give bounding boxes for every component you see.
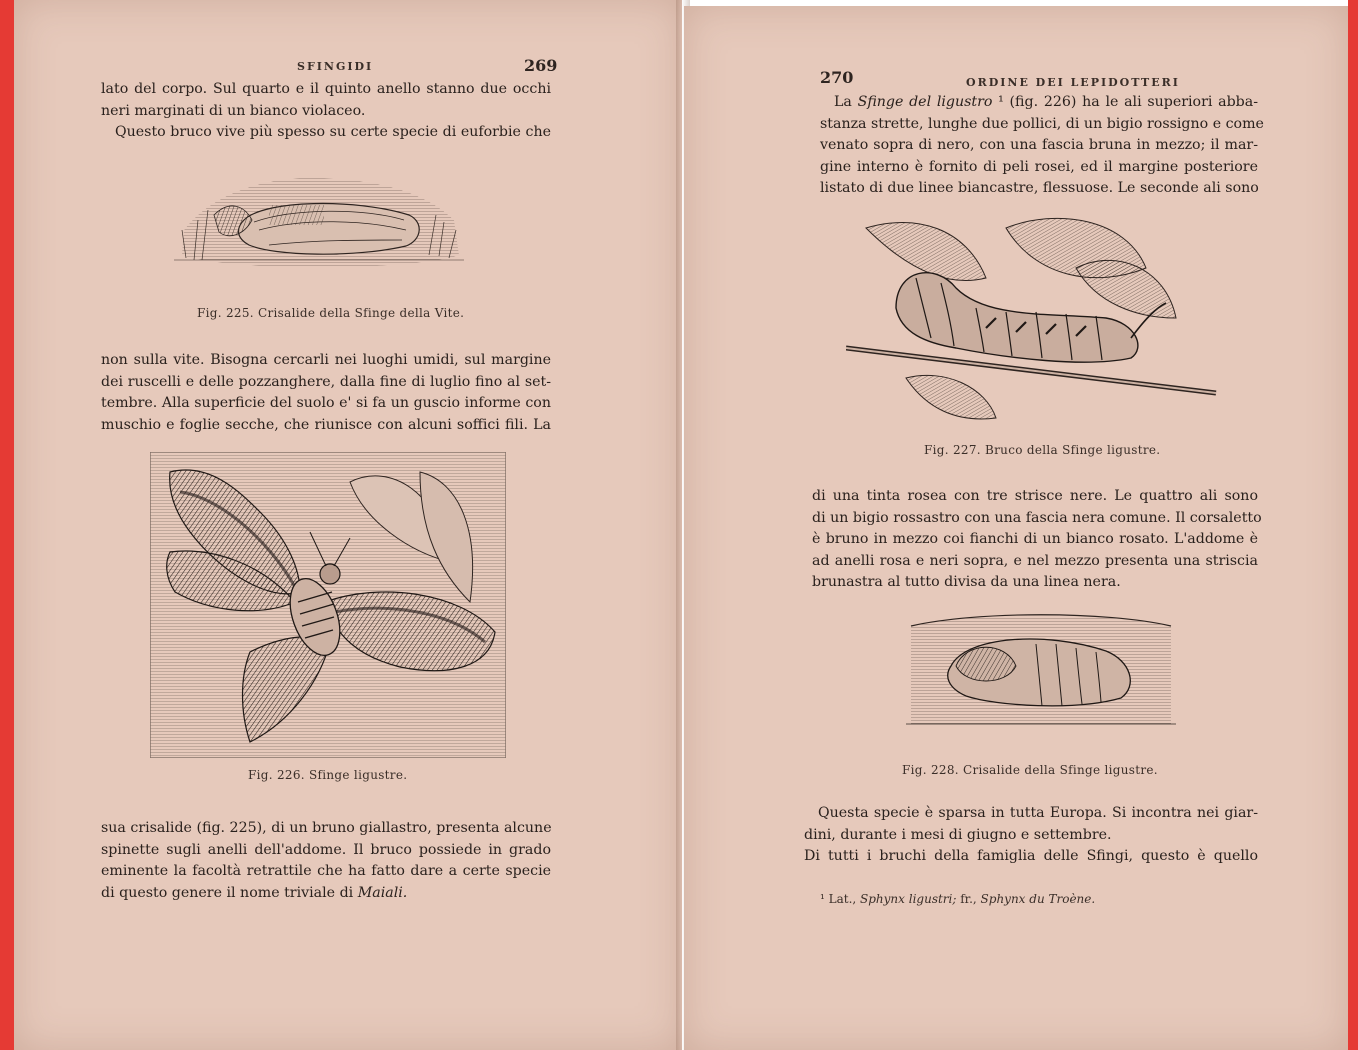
left-page-number: 269 — [524, 56, 558, 75]
fig-228-chrysalis-illustration — [906, 606, 1176, 736]
text-segment: La — [834, 94, 858, 110]
left-paragraph-1 — [101, 79, 551, 144]
text-line: spinette sugli anelli dell'addome. Il bruco possiede in grado — [101, 841, 551, 858]
text-segment: ¹ (fig. 226) ha le ali superiori abba- — [992, 94, 1258, 110]
fig-225-caption: Fig. 225. Crisalide della Sfinge della Vite. — [197, 306, 465, 320]
right-running-head: ORDINE DEI LEPIDOTTERI — [966, 76, 1180, 89]
right-page-number: 270 — [820, 68, 854, 87]
text-line: gine interno è fornito di peli rosei, ed il margine posteriore — [820, 158, 1258, 175]
text-line: listato di due linee biancastre, flessuose. Le seconde ali sono — [820, 180, 1259, 197]
text-line: Questa specie è sparsa in tutta Europa. Si incontra nei giar- — [818, 805, 1258, 821]
footnote — [820, 892, 1095, 906]
text-line: tembre. Alla superficie del suolo e' si fa un guscio informe con — [101, 395, 551, 412]
fig-226-moth-illustration — [150, 452, 506, 758]
text-line: lato del corpo. Sul quarto e il quinto anello stanno due occhi — [101, 81, 551, 97]
footnote-italic: Sphynx ligustri; — [860, 892, 957, 906]
red-border-left — [0, 0, 14, 1050]
text-line: dei ruscelli e delle pozzanghere, dalla fine di luglio fino al set- — [101, 373, 551, 390]
text-line: non sulla vite. Bisogna cercarli nei luoghi umidi, sul margine — [101, 352, 551, 368]
text-line: brunastra al tutto divisa da una linea nera. — [812, 574, 1121, 591]
fig-228-caption: Fig. 228. Crisalide della Sfinge ligustre. — [902, 763, 1158, 777]
text-segment: di questo genere il nome triviale di — [101, 884, 358, 901]
text-line: sua crisalide (fig. 225), di un bruno giallastro, presenta alcune — [101, 820, 552, 836]
italic-word: Maiali. — [357, 884, 408, 901]
text-line: di un bigio rossastro con una fascia nera comune. Il corsaletto — [812, 509, 1262, 526]
text-line: dini, durante i mesi di giugno e settembre. — [804, 826, 1112, 843]
fig-227-caption: Fig. 227. Bruco della Sfinge ligustre. — [924, 443, 1161, 457]
text-line: muschio e foglie secche, che riunisce con alcuni soffici fili. La — [101, 416, 551, 433]
text-line: è bruno in mezzo coi fianchi di un bianco rosato. L'addome è — [812, 531, 1258, 548]
text-line: eminente la facoltà retrattile che ha fatto dare a certe specie — [101, 863, 551, 880]
fig-225-chrysalis-illustration — [174, 160, 464, 280]
text-line: di una tinta rosea con tre strisce nere. Le quattro ali sono — [812, 488, 1258, 504]
right-paragraph-1 — [820, 92, 1264, 200]
text-line: stanza strette, lunghe due pollici, di un bigio rossigno e come — [820, 115, 1264, 132]
fig-227-caterpillar-illustration — [846, 208, 1232, 434]
text-line: venato sopra di nero, con una fascia bruna in mezzo; il mar- — [820, 137, 1258, 154]
text-line — [820, 92, 1258, 114]
left-running-head: SFINGIDI — [297, 60, 374, 73]
fig-226-caption: Fig. 226. Sfinge ligustre. — [248, 768, 408, 782]
right-paragraph-2 — [812, 486, 1262, 594]
italic-title: Sfinge del ligustro — [857, 94, 993, 110]
left-page — [14, 0, 682, 1050]
text-line: Questo bruco vive più spesso su certe specie di euforbie che — [115, 124, 551, 141]
text-line — [101, 883, 551, 905]
left-paragraph-4 — [101, 818, 551, 904]
text-line: Di tutti i bruchi della famiglia delle Sfingi, questo è quello — [804, 848, 1258, 865]
left-paragraph-3 — [101, 350, 551, 436]
right-page — [684, 6, 1348, 1050]
footnote-segment: fr., — [956, 892, 981, 906]
text-line: ad anelli rosa e neri sopra, e nel mezzo presenta una striscia — [812, 552, 1258, 569]
red-border-right — [1348, 0, 1358, 1050]
footnote-italic: Sphynx du Troène. — [980, 892, 1096, 906]
footnote-segment: ¹ Lat., — [820, 892, 861, 906]
right-paragraph-3 — [804, 803, 1258, 868]
text-line: neri marginati di un bianco violaceo. — [101, 102, 366, 119]
